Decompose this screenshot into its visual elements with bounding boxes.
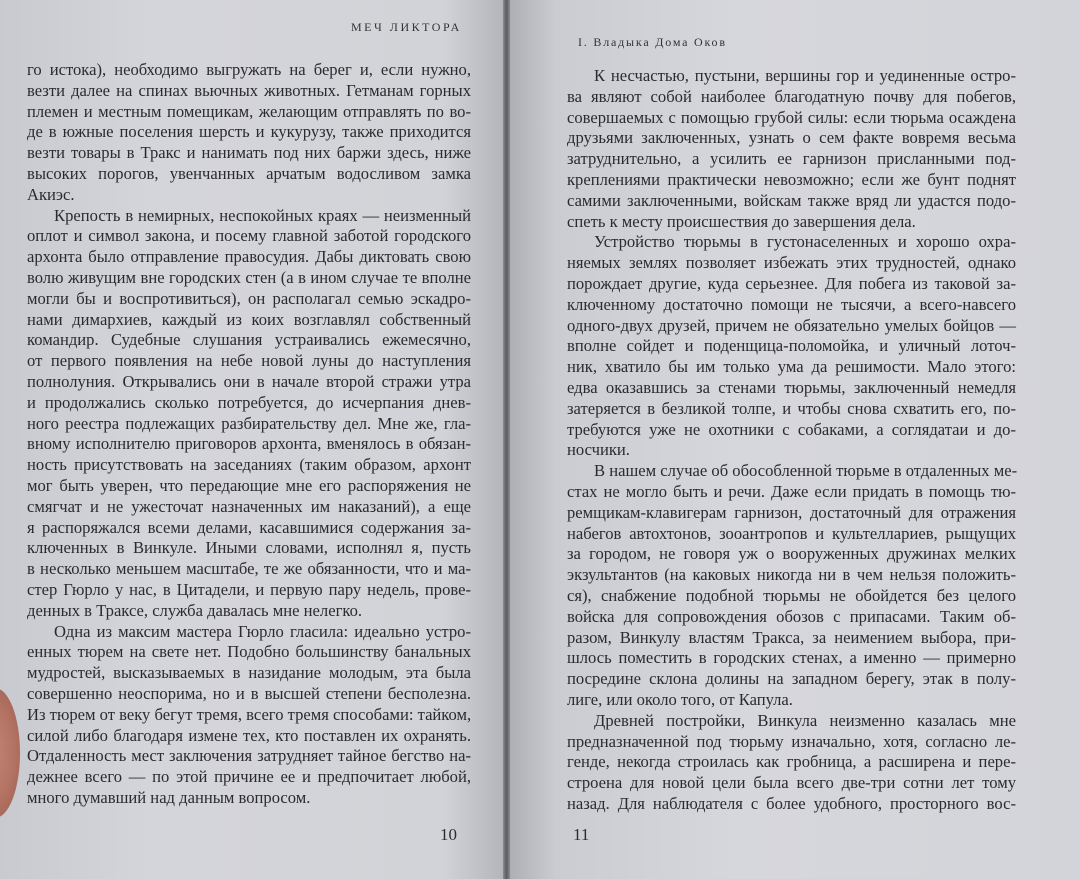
body-text: [567, 66, 1016, 815]
text-line: ного реестра подлежащих разбирательству дел. Мне же, гла-: [27, 413, 471, 433]
text-line: нами димархиев, каждый из коих возглавлял собственный: [27, 309, 471, 329]
text-line: ключенному достаточно помощи не тысячи, а всего-навсего: [567, 294, 1016, 314]
text-line: Крепость в немирных, неспокойных краях — неизменный: [54, 205, 471, 225]
running-header: I. Владыка Дома Оков: [578, 35, 727, 49]
text-line: самими заключенными, войскам также вряд ли удастся подо-: [567, 190, 1016, 210]
text-line: строена для новой цели была всего две-три сотни лет тому: [567, 773, 1016, 793]
text-line: спеть к месту происшествия до завершения дела.: [567, 211, 916, 231]
text-line: ся), снабжение подобной тюрьмы не обойдется без целого: [567, 585, 1016, 605]
text-line: в несколько меньшем масштабе, те же обязанности, что и ма-: [27, 559, 471, 579]
text-line: Древней постройки, Винкула неизменно казалась мне: [594, 710, 1016, 730]
text-line: дежнее всего — по этой причине ее и предпочитает любой,: [27, 767, 471, 787]
text-line: едва оказавшись за стенами тюрьмы, заключенный немедля: [567, 377, 1016, 397]
text-line: Отдаленность мест заключения затрудняет тайное бегство на-: [27, 746, 471, 766]
text-line: В нашем случае об обособленной тюрьме в отдаленных ме-: [594, 461, 1018, 481]
text-line: ва являют собой наиболее благодатную почву для побегов,: [567, 86, 1016, 106]
text-line: енных тюрем на свете нет. Подобно большинству банальных: [27, 642, 471, 662]
reader-thumb: [0, 688, 20, 818]
text-line: Одна из максим мастера Гюрло гласила: идеально устро-: [54, 621, 471, 641]
page-number: 10: [440, 825, 457, 844]
text-line: могли бы и воспротивиться), он располагал семью эскадро-: [27, 288, 471, 308]
text-line: и продолжались сколько потребуется, до исчерпания днев-: [27, 392, 471, 412]
text-line: няемых землях позволяет избежать этих трудностей, однако: [567, 253, 1016, 273]
left-page: [0, 0, 503, 879]
text-line: затруднительно, а усилить ее гарнизон присланными под-: [567, 149, 1016, 169]
text-line: порождает другие, куда серьезнее. Для побега из таковой за-: [567, 273, 1016, 293]
text-line: ключенных в Винкуле. Иными словами, исполнял я, пусть: [27, 538, 471, 558]
text-line: Устройство тюрьмы в густонаселенных и хорошо охра-: [594, 232, 1016, 252]
text-line: полнолуния. Открывались они в начале второй стражи утра: [27, 371, 471, 391]
text-line: разом, Винкулу властям Тракса, за неимением выбора, при-: [567, 627, 1016, 647]
text-line: вному исполнителю приговоров архонта, вменялось в обязан-: [27, 434, 471, 454]
text-line: креплениями практически невозможно; если же бунт поднят: [567, 169, 1016, 189]
text-line: я распоряжался всеми делами, касавшимися содержания за-: [27, 517, 471, 537]
text-line: ность присутствовать на заседаниях (таким образом, архонт: [27, 455, 471, 475]
right-page: [510, 0, 1080, 879]
text-line: ремщикам-клавигерам гарнизон, достаточный для отражения: [567, 502, 1016, 522]
text-line: оплот и символ закона, и посему главной заботой городского: [27, 226, 471, 246]
text-line: много думавший над данным вопросом.: [27, 787, 311, 807]
text-line: го истока), необходимо выгружать на берег и, если нужно,: [27, 60, 471, 79]
text-line: Акиэс.: [27, 184, 75, 204]
text-line: набегов автохтонов, зооантропов и культеллариев, рыщущих: [567, 523, 1016, 543]
text-line: силой либо благодаря измене тех, кто поставлен их охранять.: [27, 725, 471, 745]
text-line: назад. Для наблюдателя с более удобного, просторного вос-: [567, 793, 1016, 813]
running-header: МЕЧ ЛИКТОРА: [351, 20, 462, 34]
text-line: от первого появления на небе новой луны до наступления: [27, 351, 471, 371]
text-line: везти товары в Тракс и нанимать под них баржи здесь, ниже: [27, 143, 471, 163]
text-line: предназначенной под тюрьму изначально, хотя, согласно ле-: [567, 731, 1016, 751]
text-line: мог быть уверен, что передающие мне его распоряжения не: [27, 475, 471, 495]
text-line: стах не могло быть и речи. Даже если придать в помощь тю-: [567, 481, 1016, 501]
text-line: стер Гюрло у нас, в Цитадели, и первую пару недель, прове-: [27, 579, 471, 599]
text-line: племен и местным помещикам, желающим отправлять по во-: [27, 101, 471, 121]
text-line: командир. Судебные слушания устраивались ежемесячно,: [27, 330, 471, 350]
text-line: денных в Траксе, служба давалась мне нелегко.: [27, 600, 363, 620]
text-line: архонта было отправление правосудия. Дабы диктовать свою: [27, 247, 471, 267]
text-line: ник, хватило бы им только ума да решимости. Мало этого:: [567, 357, 1016, 377]
text-line: одного-двух друзей, причем не обязательно умелых бойцов —: [567, 315, 1016, 335]
text-line: генде, некогда строилась как гробница, а расширена и пере-: [567, 752, 1016, 772]
text-line: смягчат и не ужесточат назначенных им наказаний), а еще: [27, 496, 471, 516]
text-line: за городом, не говоря уж о вооруженных дружинах мелких: [567, 544, 1016, 564]
text-line: требуются уже не охотники с собаками, а соглядатаи и до-: [567, 419, 1016, 439]
text-line: высоких порогов, увенчанных арчатым водосливом замка: [27, 163, 471, 183]
text-line: везти далее на спинах вьючных животных. Гетманам горных: [27, 80, 471, 100]
text-line: де в южные поселения шерсть и кукурузу, также приходится: [27, 122, 471, 142]
body-text: [27, 60, 471, 809]
text-line: лиге, или около того, от Капула.: [567, 689, 793, 709]
text-line: Из тюрем от веку бегут тремя, всего тремя способами: тайком,: [27, 704, 472, 724]
text-line: носчики.: [567, 440, 630, 460]
book-gutter: [503, 0, 510, 879]
text-line: войска для сопровождения обозов с припасами. Таким об-: [567, 606, 1016, 626]
text-line: посредине склона долины на западном берегу, этак в полу-: [567, 669, 1016, 689]
page-number: 11: [573, 825, 590, 844]
text-line: мудростей, высказываемых в назидание молодым, эта была: [27, 663, 471, 683]
text-line: экзультантов (на каковых никогда ни в чем нельзя положить-: [567, 565, 1016, 585]
text-line: волю живущим вне городских стен (а в ином случае те вполне: [27, 267, 471, 287]
text-line: К несчастью, пустыни, вершины гор и уединенные остро-: [594, 66, 1016, 85]
text-line: затеряется в безликой толпе, и чтобы снова схватить его, по-: [567, 398, 1016, 418]
text-line: друзьями заключенных, узнать о сем факте вовремя весьма: [567, 128, 1016, 148]
text-line: шлось поместить в городских стенах, а именно — примерно: [567, 648, 1016, 668]
text-line: совершенно неоспорима, но и в высшей степени бесполезна.: [27, 683, 471, 703]
text-line: совершаемых с помощью грубой силы: если тюрьма осаждена: [567, 107, 1016, 127]
text-line: вполне сойдет и поденщица-поломойка, и уличный лоточ-: [567, 336, 1016, 356]
